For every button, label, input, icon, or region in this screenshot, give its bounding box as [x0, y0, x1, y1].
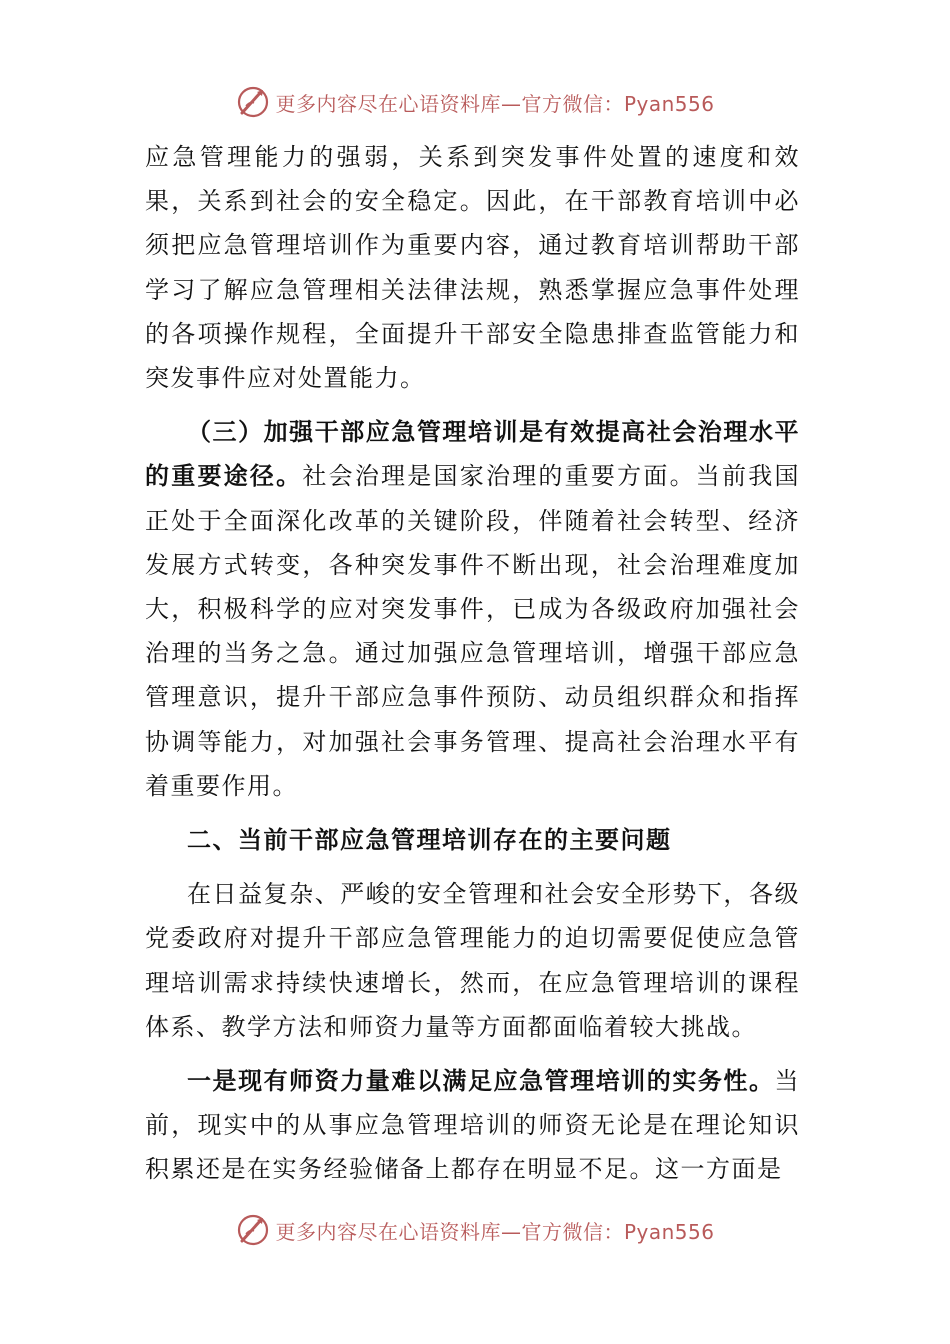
- point-1-heading: 一是现有师资力量难以满足应急管理培训的实务性。: [187, 1067, 775, 1096]
- pen-seal-icon: [235, 84, 271, 120]
- section-3-heading: （三）加强干部应急管理培训是有效提高社会治理水平的重要途径。: [145, 418, 800, 491]
- paragraph-4-text: 当前，现实中的从事应急管理培训的师资无论是在理论知识积累还是在实务经验储备上都存在明显不足。这一方面是: [145, 1067, 800, 1184]
- paragraph-2: [145, 410, 800, 808]
- pen-seal-icon: [235, 1212, 271, 1248]
- header-banner: [0, 82, 950, 122]
- header-banner-text: 更多内容尽在心语资料库—官方微信：Pyan556: [275, 91, 715, 116]
- paragraph-3: 在日益复杂、严峻的安全管理和社会安全形势下，各级党委政府对提升干部应急管理能力的迫切需要促使应急管理培训需求持续快速增长，然而，在应急管理培训的课程体系、教学方法和师资力量等方面都面临着较大挑战。: [145, 880, 800, 1041]
- paragraph-4: [145, 1059, 800, 1192]
- section-2-title: 二、当前干部应急管理培训存在的主要问题: [187, 826, 672, 855]
- footer-banner: [0, 1210, 950, 1250]
- footer-banner-text: 更多内容尽在心语资料库—官方微信：Pyan556: [275, 1219, 715, 1244]
- paragraph-2-text: 社会治理是国家治理的重要方面。当前我国正处于全面深化改革的关键阶段，伴随着社会转型、经济发展方式转变，各种突发事件不断出现，社会治理难度加大，积极科学的应对突发事件，已成为各级政府加强社会治理的当务之急。通过加强应急管理培训，增强干部应急管理意识，提升干部应急事件预防、动员组织群众和指挥协调等能力，对加强社会事务管理、提高社会治理水平有着重要作用。: [145, 462, 800, 800]
- paragraph-1: 应急管理能力的强弱，关系到突发事件处置的速度和效果，关系到社会的安全稳定。因此，在干部教育培训中必须把应急管理培训作为重要内容，通过教育培训帮助干部学习了解应急管理相关法律法规，熟悉掌握应急事件处理的各项操作规程，全面提升干部安全隐患排查监管能力和突发事件应对处置能力。: [145, 143, 800, 393]
- document-body: [145, 135, 800, 1192]
